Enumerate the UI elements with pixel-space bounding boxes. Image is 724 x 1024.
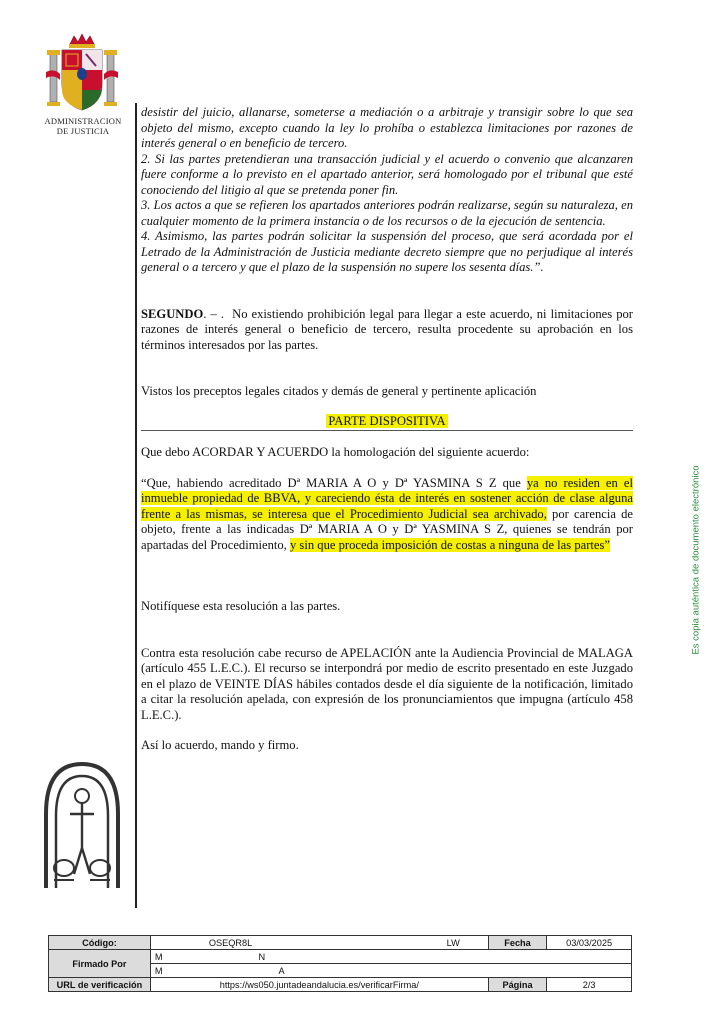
legal-quote-paragraph-3: 3. Los actos a que se refieren los apartados anteriores podrán realizarse, según su naturaleza, en cualquier momento de la primera instancia o de los recursos o de la ejecución de sentencia. xyxy=(141,198,633,228)
agreement-highlight-1: ya no residen en el inmueble propiedad de BBVA, y careciendo ésta de interés en sostener acción de clase alguna frente a las mismas, se interesa que el Procedimiento Judicial sea archivado, xyxy=(141,475,633,521)
margin-rule xyxy=(135,103,137,908)
agreement-paragraph: “Que, habiendo acreditado Dª MARIA A O y Dª YASMINA S Z que ya no residen en el inmueble propiedad de BBVA, y careciendo ésta de interés en sostener acción de clase alguna frente a las mismas, se interesa que el Procedimiento Judicial sea archivado, por carencia de objeto, frente a las indicadas Dª MARIA A O y Dª YASMINA S Z, quienes se tendrán por apartadas del Procedimiento, y sin que proceda imposición de costas a ninguna de las partes” xyxy=(141,475,633,552)
segundo-text: No existiendo prohibición legal para llegar a este acuerdo, ni limitaciones por razones de interés general o beneficio de tercero, resulta procedente su aprobación en los términos interesados por las partes. xyxy=(141,306,634,352)
legal-quote-paragraph-1: desistir del juicio, allanarse, someterse a mediación o a arbitraje y transigir sobre lo que sea objeto del mismo, excepto cuando la ley lo prohíba o establezca limitaciones por razones de interés general o en beneficio de tercero. xyxy=(141,105,633,150)
recurso-paragraph: Contra esta resolución cabe recurso de APELACIÓN ante la Audiencia Provincial de MALAGA (artículo 455 L.E.C.). El recurso se interpondrá por medio de escrito presentado en este Juzgado en el plazo de VEINTE DÍAS hábiles contados desde el día siguiente de la notificación, limitado a citar la resolución apelada, con expresión de los pronunciamientos que impugna (artículo 458 L.E.C.). xyxy=(141,645,633,722)
verification-url[interactable]: https://ws050.juntadeandalucia.es/verificarFirma/ xyxy=(150,978,488,992)
authenticity-note: Es copia auténtica de documento electrónico xyxy=(690,465,702,655)
firmante-2: M A xyxy=(150,964,631,978)
justice-emblem-icon xyxy=(36,756,128,892)
segundo-label: SEGUNDO xyxy=(141,306,204,321)
url-label: URL de verificación xyxy=(49,978,151,992)
firmante-1: M N xyxy=(150,950,631,964)
codigo-label: Código: xyxy=(49,936,151,950)
vistos-paragraph: Vistos los preceptos legales citados y demás de general y pertinente aplicación xyxy=(141,384,537,398)
acuerdo-intro: Que debo ACORDAR Y ACUERDO la homologación del siguiente acuerdo: xyxy=(141,445,530,459)
legal-quote-paragraph-2: 2. Si las partes pretendieran una transacción judicial y el acuerdo o convenio que alcanzaren fuere conforme a lo previsto en el apartado anterior, será homologado por el tribunal que esté conociendo del litigio al que se pretenda poner fin. xyxy=(141,151,633,197)
heading-rule xyxy=(141,430,633,431)
section-heading: PARTE DISPOSITIVA xyxy=(328,413,446,428)
crest-label: ADMINISTRACION DE JUSTICIA xyxy=(44,116,122,136)
document-body xyxy=(141,105,633,754)
fecha-value: 03/03/2025 xyxy=(547,936,632,950)
agreement-highlight-2: y sin que proceda imposición de costas a ninguna de las partes” xyxy=(289,537,610,552)
segundo-paragraph: SEGUNDO. – . No existiendo prohibición legal para llegar a este acuerdo, ni limitaciones por razones de interés general o beneficio de tercero, resulta procedente su aprobación en los términos interesados por las partes. xyxy=(141,306,634,352)
pagina-label: Página xyxy=(488,978,547,992)
verification-footer xyxy=(48,935,632,992)
coat-of-arms-icon xyxy=(44,32,120,114)
codigo-value: OSEQR8L LW xyxy=(150,936,488,950)
firmado-label: Firmado Por xyxy=(49,950,151,978)
closing-paragraph: Así lo acuerdo, mando y firmo. xyxy=(141,738,299,752)
fecha-label: Fecha xyxy=(488,936,547,950)
notifiquese-paragraph: Notifíquese esta resolución a las partes. xyxy=(141,599,341,613)
pagina-value: 2/3 xyxy=(547,978,632,992)
legal-quote-paragraph-4: 4. Asimismo, las partes podrán solicitar la suspensión del proceso, que será acordada por el Letrado de la Administración de Justicia mediante decreto siempre que no perjudique al interés general o a tercero y que el plazo de la suspensión no supere los sesenta días.”. xyxy=(141,229,633,274)
